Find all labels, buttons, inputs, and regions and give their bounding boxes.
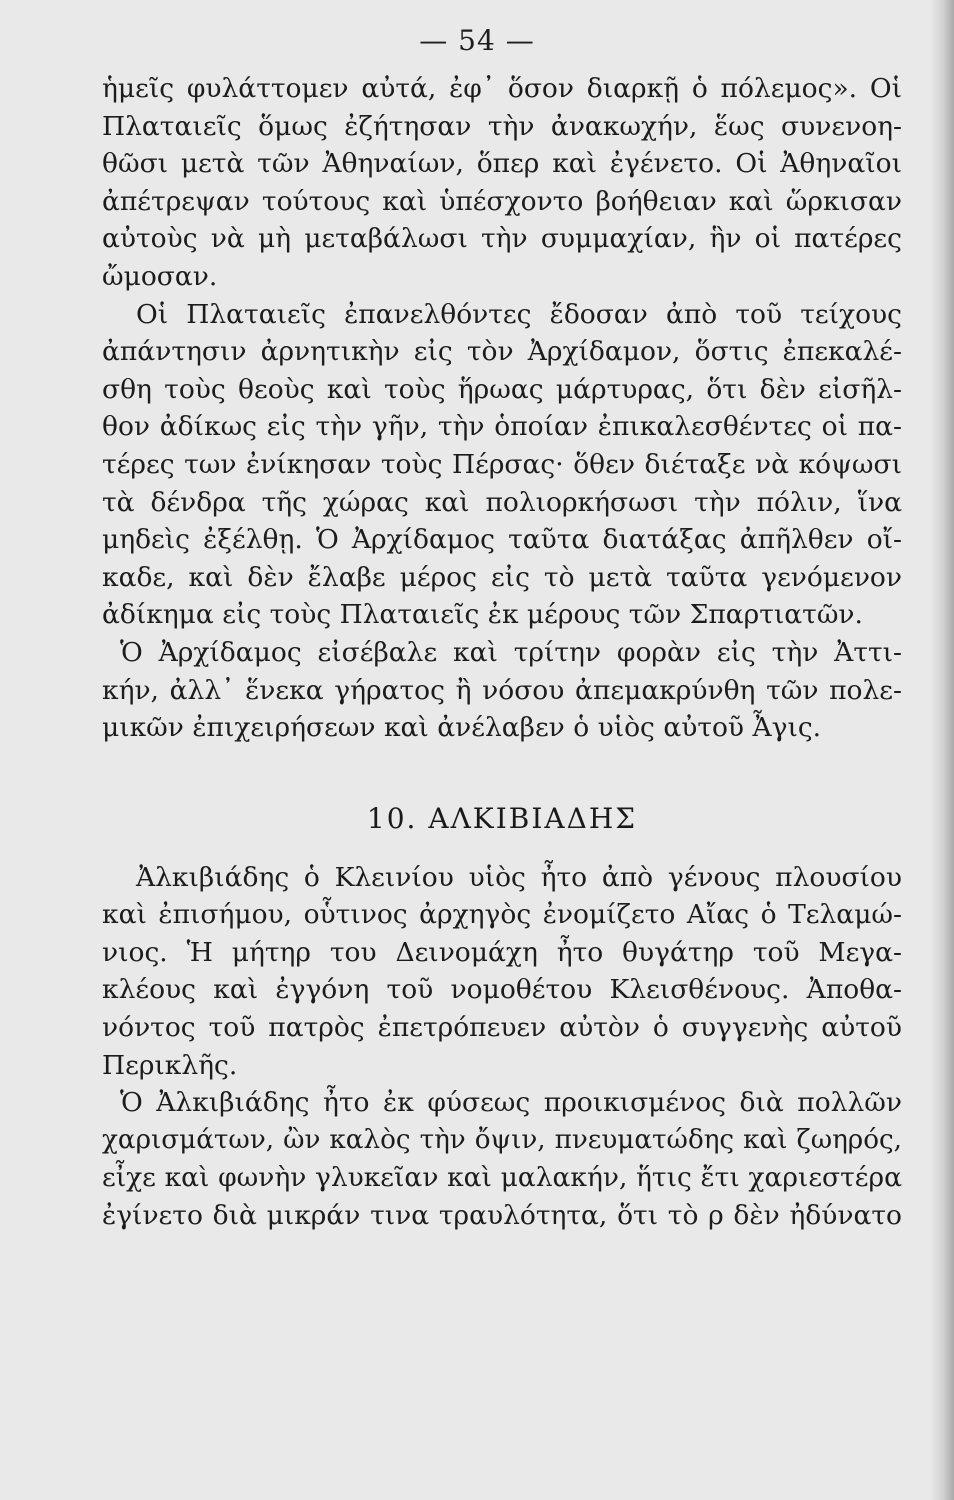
text-line: τέρες των ἐνίκησαν τοὺς Πέρσας· ὅθεν διέταξε νὰ κόψωσι: [102, 448, 902, 480]
text-line: κλέους καὶ ἐγγόνη τοῦ νομοθέτου Κλεισθένους. Ἀποθα-: [102, 974, 902, 1006]
text-line: μικῶν ἐπιχειρήσεων καὶ ἀνέλαβεν ὁ υἱὸς αὐτοῦ Ἆγις.: [102, 712, 822, 744]
text-line: νόντος τοῦ πατρὸς ἐπετρόπευεν αὐτὸν ὁ συγγενὴς αὐτοῦ: [102, 1012, 902, 1044]
text-line: Ἀλκιβιάδης ὁ Κλεινίου υἱὸς ἦτο ἀπὸ γένους πλουσίου: [136, 861, 902, 893]
text-line: θῶσι μετὰ τῶν Ἀθηναίων, ὅπερ καὶ ἐγένετο. Οἱ Ἀθηναῖοι: [102, 148, 902, 180]
text-line: θον ἀδίκως εἰς τὴν γῆν, τὴν ὁποίαν ἐπικαλεσθέντες οἱ πα-: [102, 411, 902, 443]
text-line: εἶχε καὶ φωνὴν γλυκεῖαν καὶ μαλακήν, ἥτις ἔτι χαριεστέρα: [102, 1162, 902, 1194]
text-line: Πλαταιεῖς ὅμως ἐζήτησαν τὴν ἀνακωχήν, ἕως συνενοη-: [102, 110, 902, 142]
page-edge-shadow: [930, 0, 954, 1500]
text-line: καὶ ἐπισήμου, οὗτινος ἀρχηγὸς ἐνομίζετο Αἴας ὁ Τελαμώ-: [102, 899, 902, 931]
text-line: ἐγίνετο διὰ μικράν τινα τραυλότητα, ὅτι τὸ ρ δὲν ἠδύνατο: [102, 1200, 902, 1232]
text-line: Ὁ Ἀρχίδαμος εἰσέβαλε καὶ τρίτην φορὰν εἰς τὴν Ἀττι-: [120, 636, 902, 668]
section-heading: 10. ΑΛΚΙΒΙΑΔΗΣ: [366, 801, 638, 835]
text-line: χαρισμάτων, ὢν καλὸς τὴν ὄψιν, πνευματώδης καὶ ζωηρός,: [102, 1124, 902, 1155]
page-number: — 54 —: [419, 24, 535, 57]
text-line: μηδεὶς ἐξέλθῃ. Ὁ Ἀρχίδαμος ταῦτα διατάξας ἀπῆλθεν οἴ-: [102, 524, 902, 556]
text-line: ἀδίκημα εἰς τοὺς Πλαταιεῖς ἐκ μέρους τῶν Σπαρτιατῶν.: [102, 599, 863, 631]
text-line: ὤμοσαν.: [102, 260, 218, 292]
text-line: ἀπέτρεψαν τούτους καὶ ὑπέσχοντο βοήθειαν καὶ ὥρκισαν: [102, 185, 902, 217]
text-line: σθη τοὺς θεοὺς καὶ τοὺς ἥρωας μάρτυρας, ὅτι δὲν εἰσῆλ-: [102, 373, 902, 405]
text-line: Ὁ Ἀλκιβιάδης ἦτο ἐκ φύσεως προικισμένος διὰ πολλῶν: [120, 1087, 902, 1119]
text-line: αὐτοὺς νὰ μὴ μεταβάλωσι τὴν συμμαχίαν, ἣν οἱ πατέρες: [102, 223, 902, 255]
text-line: Περικλῆς.: [102, 1049, 238, 1081]
text-line: Οἱ Πλαταιεῖς ἐπανελθόντες ἔδοσαν ἀπὸ τοῦ τείχους: [136, 298, 902, 330]
text-line: τὰ δένδρα τῆς χώρας καὶ πολιορκήσωσι τὴν πόλιν, ἵνα: [102, 486, 902, 518]
text-line: κήν, ἀλλ᾽ ἕνεκα γήρατος ἢ νόσου ἀπεμακρύνθη τῶν πολε-: [102, 674, 902, 706]
page-text: [102, 70, 902, 1235]
text-line: καδε, καὶ δὲν ἔλαβε μέρος εἰς τὸ μετὰ ταῦτα γενόμενον: [102, 561, 902, 593]
text-line: ἡμεῖς φυλάττομεν αὐτά, ἐφ᾽ ὅσον διαρκῇ ὁ πόλεμος». Οἱ: [102, 73, 902, 104]
text-line: ἀπάντησιν ἀρνητικὴν εἰς τὸν Ἀρχίδαμον, ὅστις ἐπεκαλέ-: [102, 336, 902, 368]
text-line: νιος. Ἡ μήτηρ του Δεινομάχη ἦτο θυγάτηρ τοῦ Μεγα-: [102, 936, 902, 968]
